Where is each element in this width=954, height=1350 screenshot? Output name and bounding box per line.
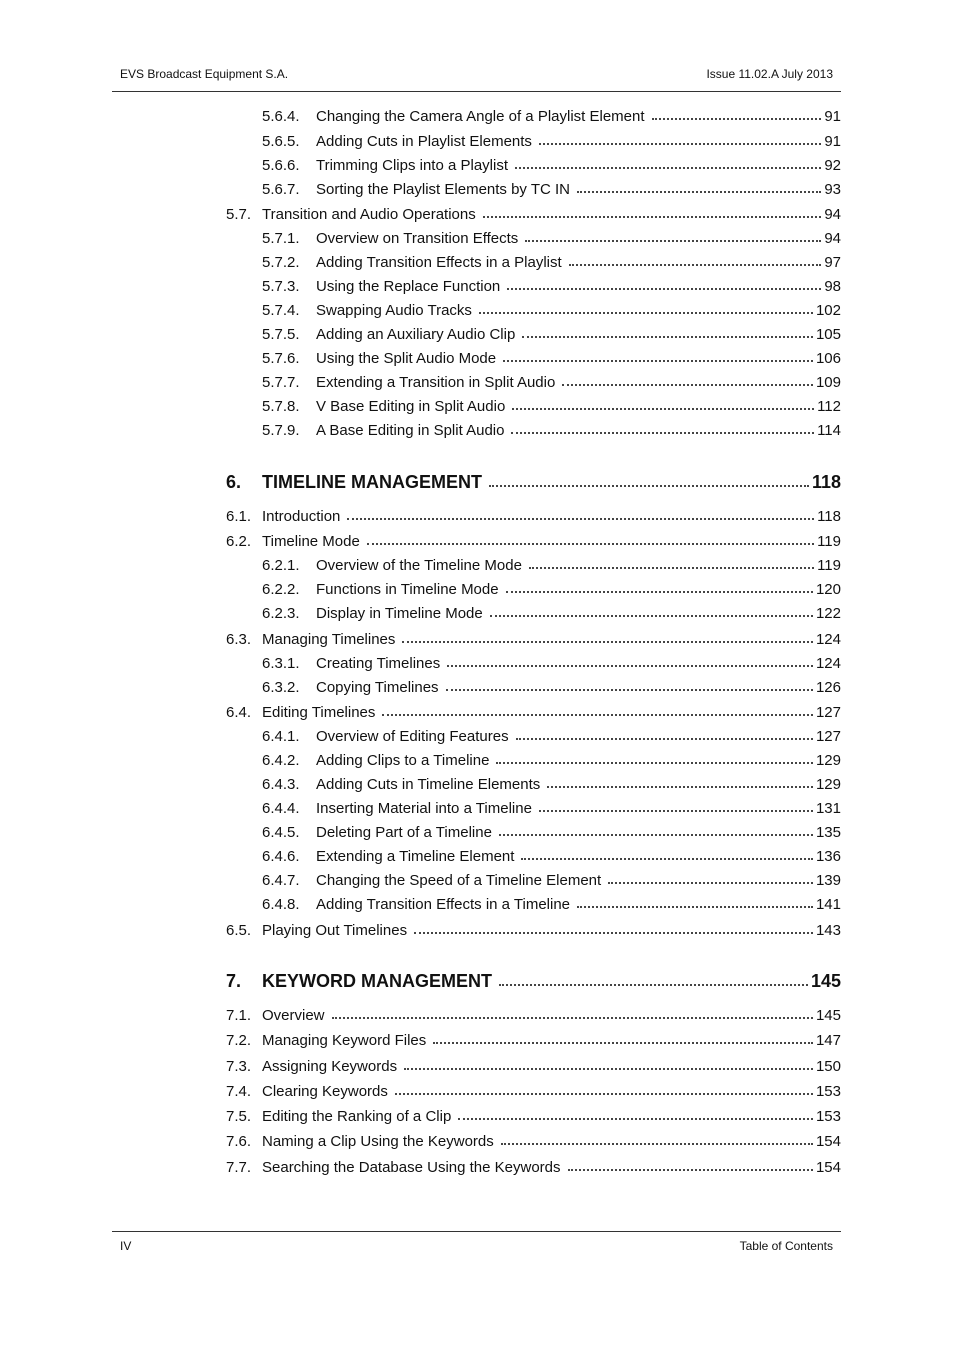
toc-entry-page: 109 [815,374,841,391]
toc-entry-page: 105 [815,326,841,343]
toc-leader-dots [332,1017,813,1019]
toc-leader-dots [568,1169,813,1171]
toc-entry-number: 5.7.4. [262,302,300,319]
toc-entry[interactable] [262,605,841,623]
toc-leader-dots [515,167,821,169]
toc-entry-number: 6.4.1. [262,728,300,745]
toc-entry-page: 93 [824,181,841,198]
toc-entry-page: 150 [815,1058,841,1075]
toc-entry[interactable] [262,679,841,697]
toc-entry[interactable] [262,728,841,746]
toc-entry-title: Playing Out Timelines [262,922,408,939]
toc-leader-dots [507,288,821,290]
toc-entry-title: Clearing Keywords [262,1083,388,1100]
toc-entry-number: 5.7.5. [262,326,300,343]
toc-entry-number: 5.6.6. [262,157,300,174]
toc-entry-title: Adding Transition Effects in a Timeline [316,896,571,913]
toc-entry-page: 97 [824,254,841,271]
toc-entry-title: Adding an Auxiliary Audio Clip [316,326,516,343]
toc-entry-page: 145 [815,1007,841,1024]
toc-entry-page: 120 [815,581,841,598]
toc-entry[interactable] [262,557,841,575]
toc-entry-number: 5.6.4. [262,108,300,125]
toc-leader-dots [521,858,813,860]
toc-entry[interactable] [262,181,841,199]
page-footer [112,1231,841,1256]
toc-entry-page: 131 [815,800,841,817]
toc-entry-page: 114 [817,422,841,439]
toc-entry-page: 124 [815,655,841,672]
toc-entry-title: Editing the Ranking of a Clip [262,1108,452,1125]
toc-entry-title: Adding Clips to a Timeline [316,752,490,769]
toc-leader-dots [529,567,814,569]
toc-entry-title: Creating Timelines [316,655,441,672]
toc-entry-title: V Base Editing in Split Audio [316,398,506,415]
toc-entry[interactable] [262,278,841,296]
toc-leader-dots [483,216,822,218]
toc-leader-dots [490,615,813,617]
toc-entry-number: 5.7.8. [262,398,300,415]
toc-entry-title: Searching the Database Using the Keywords [262,1159,561,1176]
toc-entry-title: Extending a Transition in Split Audio [316,374,556,391]
toc-entry-number: 6.3.1. [262,655,300,672]
toc-entry-page: 118 [811,472,841,492]
toc-leader-dots [446,689,813,691]
toc-leader-dots [479,312,813,314]
toc-leader-dots [404,1068,813,1070]
toc-entry-title: Managing Keyword Files [262,1032,427,1049]
toc-entry-title: Using the Split Audio Mode [316,350,497,367]
toc-chapter-entry[interactable] [226,471,841,493]
toc-entry-title: Changing the Speed of a Timeline Element [316,872,602,889]
toc-entry-page: 94 [824,230,841,247]
toc-entry-number: 6.2.1. [262,557,300,574]
toc-entry[interactable] [262,254,841,272]
toc-entry-number: 6.2. [226,533,252,550]
toc-entry[interactable] [226,1032,841,1050]
toc-entry-number: 5.7.3. [262,278,300,295]
toc-leader-dots [512,408,814,410]
header-issue: Issue 11.02.A July 2013 [706,67,833,81]
toc-leader-dots [347,518,814,520]
toc-entry[interactable] [262,398,841,416]
toc-entry-page: 94 [824,206,841,223]
toc-entry-title: Naming a Clip Using the Keywords [262,1133,494,1150]
toc-entry-number: 6.4.4. [262,800,300,817]
toc-entry-title: Copying Timelines [316,679,439,696]
toc-entry-page: 98 [824,278,841,295]
toc-entry-title: Managing Timelines [262,631,396,648]
toc-entry[interactable] [262,374,841,392]
toc-leader-dots [547,786,813,788]
toc-entry-number: 6.4.3. [262,776,300,793]
toc-entry-title: Sorting the Playlist Elements by TC IN [316,181,570,198]
footer-page-number: IV [120,1239,132,1253]
toc-chapter-entry[interactable] [226,970,841,992]
toc-entry[interactable] [262,302,841,320]
toc-entry[interactable] [262,108,841,126]
toc-entry-page: 145 [810,971,841,991]
toc-entry[interactable] [226,1133,841,1151]
toc-leader-dots [506,591,813,593]
toc-entry[interactable] [262,350,841,368]
toc-entry[interactable] [262,157,841,175]
toc-entry-number: 7.4. [226,1083,252,1100]
toc-leader-dots [414,932,813,934]
toc-entry-number: 7.3. [226,1058,252,1075]
toc-entry-page: 153 [815,1108,841,1125]
toc-entry-title: Introduction [262,508,341,525]
toc-entry-title: Swapping Audio Tracks [316,302,472,319]
toc-entry-page: 126 [815,679,841,696]
toc-entry[interactable] [262,824,841,842]
toc-entry-page: 119 [817,533,841,550]
toc-leader-dots [569,264,822,266]
toc-entry-page: 118 [817,508,841,525]
toc-entry[interactable] [226,704,841,722]
toc-leader-dots [402,641,813,643]
toc-entry[interactable] [226,206,841,224]
toc-entry-title: Inserting Material into a Timeline [316,800,532,817]
toc-leader-dots [395,1093,813,1095]
toc-leader-dots [367,543,814,545]
toc-leader-dots [562,384,813,386]
toc-leader-dots [496,762,813,764]
toc-entry-title: KEYWORD MANAGEMENT [262,971,492,991]
toc-entry-number: 6.4. [226,704,252,721]
toc-entry-number: 6.5. [226,922,252,939]
toc-entry-title: Assigning Keywords [262,1058,398,1075]
toc-entry[interactable] [262,800,841,818]
toc-entry-number: 7.6. [226,1133,252,1150]
toc-entry[interactable] [226,922,841,940]
toc-entry-number: 5.7. [226,206,252,223]
toc-entry-number: 6.4.6. [262,848,300,865]
toc-entry-number: 6.4.5. [262,824,300,841]
toc-entry-page: 129 [815,776,841,793]
toc-entry[interactable] [262,872,841,890]
toc-entry-title: Overview on Transition Effects [316,230,519,247]
toc-entry[interactable] [262,752,841,770]
toc-entry-number: 6.4.2. [262,752,300,769]
toc-entry-title: Deleting Part of a Timeline [316,824,492,841]
toc-entry-page: 122 [815,605,841,622]
toc-entry-page: 124 [815,631,841,648]
toc-entry-number: 6.1. [226,508,252,525]
toc-entry-page: 127 [815,728,841,745]
toc-entry-page: 129 [815,752,841,769]
toc-entry-page: 91 [824,133,841,150]
toc-entry-page: 91 [824,108,841,125]
toc-entry-number: 6.3.2. [262,679,300,696]
toc-entry-title: Editing Timelines [262,704,376,721]
toc-entry[interactable] [226,1058,841,1076]
toc-entry-number: 5.7.9. [262,422,300,439]
toc-entry-number: 6.2.3. [262,605,300,622]
toc-leader-dots [433,1042,813,1044]
toc-entry[interactable] [226,508,841,526]
toc-entry-title: A Base Editing in Split Audio [316,422,505,439]
toc-entry-title: Timeline Mode [262,533,360,550]
toc-entry-number: 5.7.1. [262,230,300,247]
toc-entry-number: 6.2.2. [262,581,300,598]
toc-entry[interactable] [262,230,841,248]
toc-entry-page: 119 [817,557,841,574]
toc-entry[interactable] [262,581,841,599]
toc-entry-title: Extending a Timeline Element [316,848,515,865]
toc-entry-title: Functions in Timeline Mode [316,581,499,598]
toc-leader-dots [652,118,822,120]
toc-entry-page: 147 [815,1032,841,1049]
toc-leader-dots [577,191,821,193]
toc-entry-page: 153 [815,1083,841,1100]
toc-entry[interactable] [262,133,841,151]
toc-entry-title: Using the Replace Function [316,278,501,295]
toc-entry-number: 7.2. [226,1032,252,1049]
toc-entry-title: Overview of the Timeline Mode [316,557,522,574]
toc-entry-page: 106 [815,350,841,367]
toc-leader-dots [382,714,813,716]
toc-leader-dots [489,485,809,487]
toc-entry-number: 6. [226,472,242,492]
toc-entry-page: 141 [815,896,841,913]
toc-entry-page: 127 [815,704,841,721]
toc-entry-page: 143 [815,922,841,939]
toc-entry[interactable] [226,533,841,551]
toc-leader-dots [539,810,813,812]
toc-leader-dots [525,240,821,242]
toc-entry-title: Adding Cuts in Timeline Elements [316,776,541,793]
toc-entry-page: 102 [815,302,841,319]
toc-entry[interactable] [226,1007,841,1025]
toc-entry-title: Changing the Camera Angle of a Playlist Element [316,108,645,125]
toc-leader-dots [577,906,813,908]
toc-entry-number: 5.6.7. [262,181,300,198]
toc-entry-title: Trimming Clips into a Playlist [316,157,508,174]
toc-entry-number: 5.7.6. [262,350,300,367]
toc-entry[interactable] [262,326,841,344]
toc-entry-number: 6.4.7. [262,872,300,889]
toc-entry-number: 7.1. [226,1007,252,1024]
toc-entry-number: 7.7. [226,1159,252,1176]
toc-entry-title: Display in Timeline Mode [316,605,483,622]
toc-entry-title: Adding Cuts in Playlist Elements [316,133,532,150]
toc-entry-page: 135 [815,824,841,841]
toc-leader-dots [608,882,813,884]
toc-leader-dots [458,1118,813,1120]
toc-entry[interactable] [262,896,841,914]
toc-entry-title: Transition and Audio Operations [262,206,476,223]
toc-entry-number: 7. [226,971,242,991]
toc-entry-number: 5.6.5. [262,133,300,150]
toc-entry-title: Overview of Editing Features [316,728,509,745]
toc-leader-dots [539,143,821,145]
toc-entry[interactable] [262,848,841,866]
toc-entry-number: 7.5. [226,1108,252,1125]
toc-leader-dots [499,984,808,986]
toc-entry[interactable] [226,1108,841,1126]
toc-entry-number: 6.4.8. [262,896,300,913]
toc-entry[interactable] [226,631,841,649]
toc-leader-dots [522,336,813,338]
toc-entry-number: 6.3. [226,631,252,648]
toc-entry-page: 112 [817,398,841,415]
toc-entry-page: 136 [815,848,841,865]
header-company: EVS Broadcast Equipment S.A. [120,67,289,81]
toc-entry-page: 139 [815,872,841,889]
toc-leader-dots [447,665,813,667]
toc-entry-title: TIMELINE MANAGEMENT [262,472,482,492]
toc-leader-dots [501,1143,813,1145]
toc-entry[interactable] [226,1083,841,1101]
footer-section: Table of Contents [739,1239,833,1253]
toc-entry-title: Overview [262,1007,325,1024]
toc-leader-dots [516,738,813,740]
toc-leader-dots [511,432,814,434]
toc-entry[interactable] [262,776,841,794]
toc-entry[interactable] [226,1159,841,1177]
toc-entry[interactable] [262,422,841,440]
toc-entry-title: Adding Transition Effects in a Playlist [316,254,562,271]
toc-entry-number: 5.7.2. [262,254,300,271]
toc-entry-number: 5.7.7. [262,374,300,391]
toc-entry-page: 154 [815,1159,841,1176]
toc-leader-dots [503,360,813,362]
toc-leader-dots [499,834,813,836]
toc-entry-page: 92 [824,157,841,174]
toc-entry-page: 154 [815,1133,841,1150]
toc-entry[interactable] [262,655,841,673]
